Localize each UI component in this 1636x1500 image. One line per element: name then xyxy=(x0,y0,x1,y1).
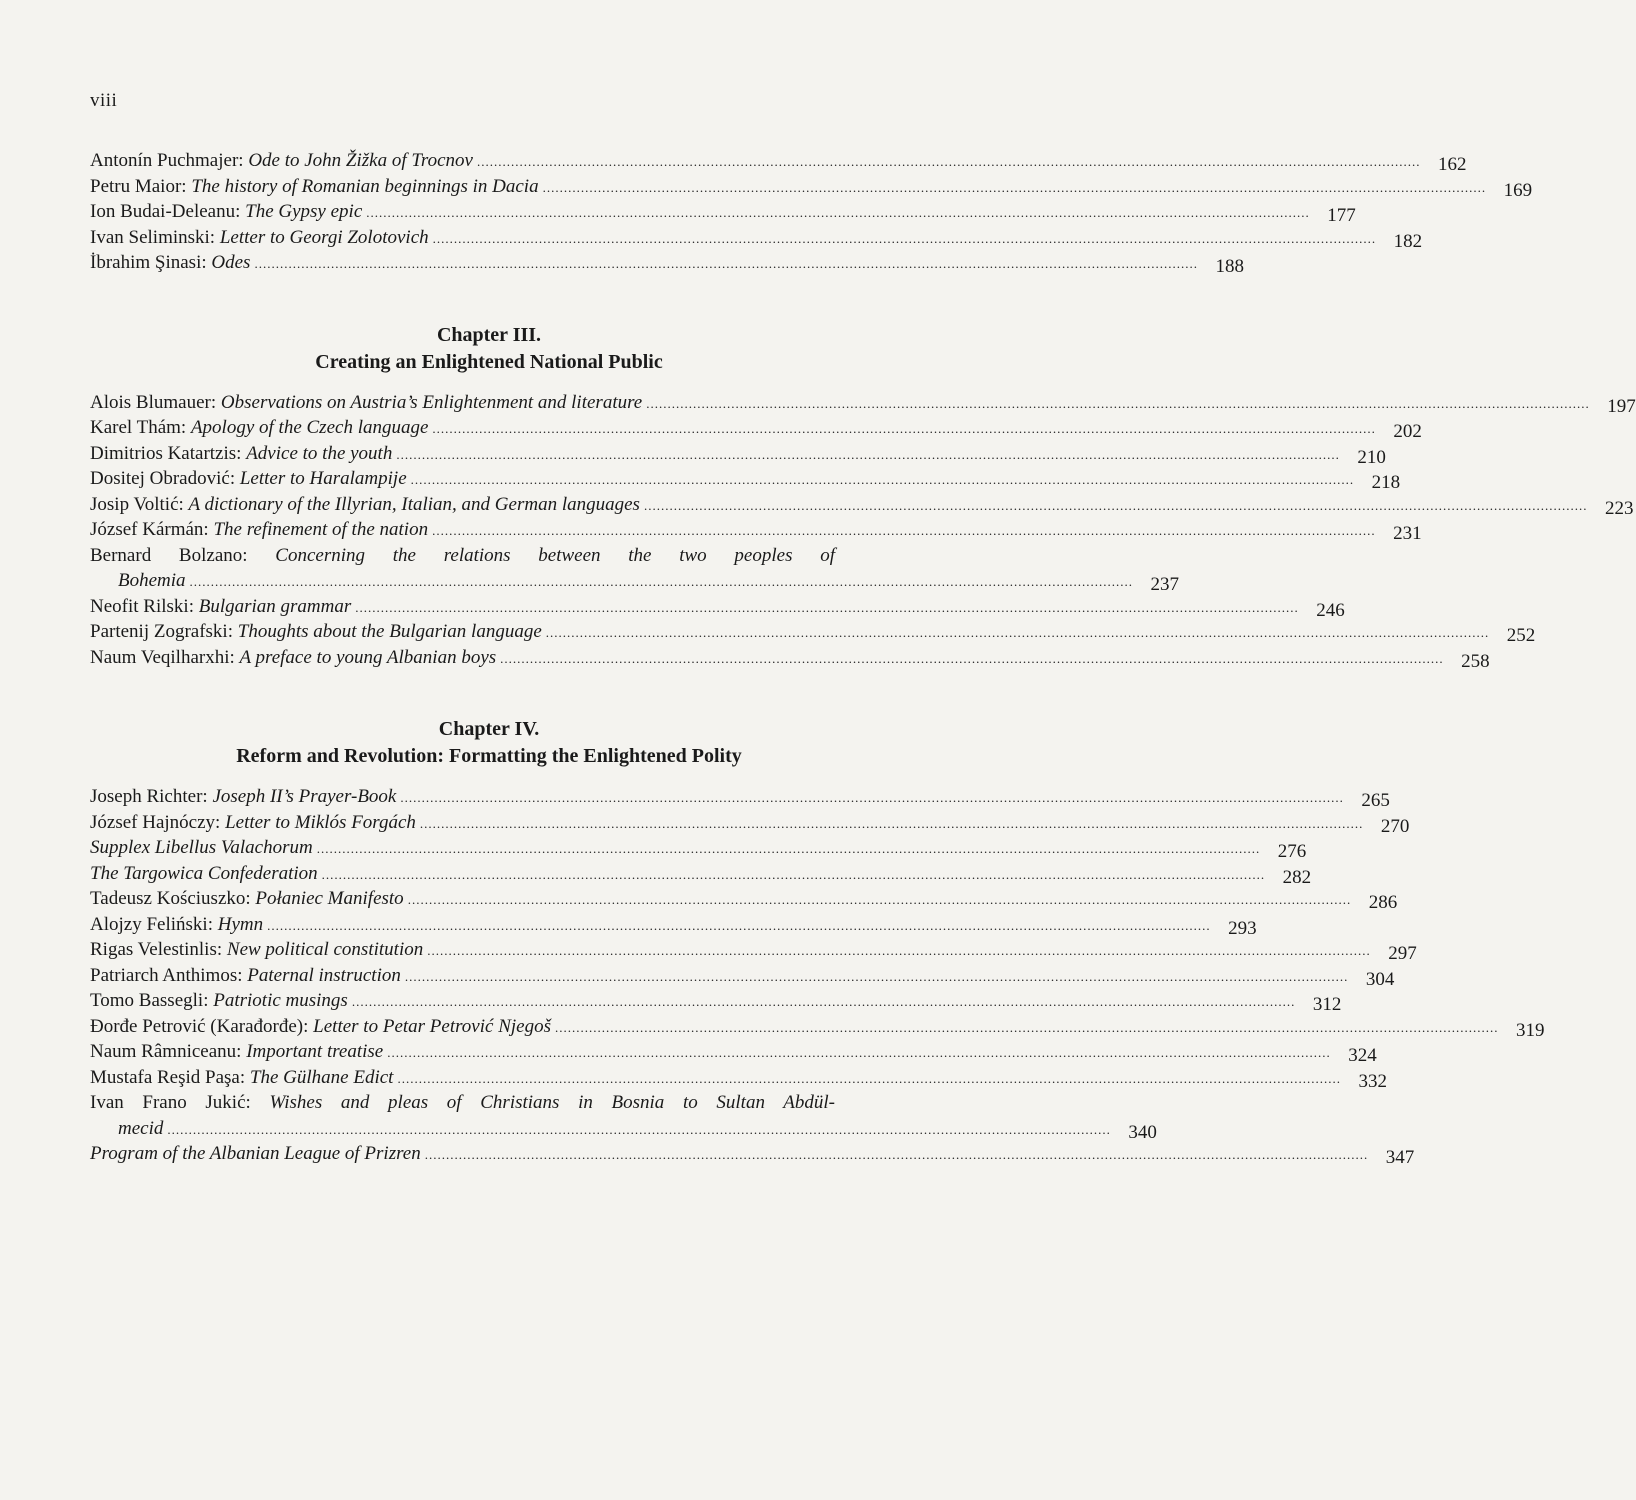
toc-section xyxy=(90,670,1545,1168)
dot-leader xyxy=(425,1142,1369,1168)
entry-author: Bernard Bolzano: xyxy=(90,544,276,566)
chapter-number: Chapter III. xyxy=(436,323,542,346)
toc-entry xyxy=(90,963,1395,990)
entry-page-number: 293 xyxy=(1228,917,1257,939)
chapter-title: Reform and Revolution: Formatting the Enlightened Polity xyxy=(236,745,742,767)
entry-title: Letter to Miklós Forgách xyxy=(225,811,416,833)
entry-author: Tomo Bassegli: xyxy=(90,990,214,1011)
toc-entry xyxy=(90,810,1410,837)
entry-page-number: 324 xyxy=(1348,1045,1377,1066)
toc-entry xyxy=(90,415,1422,442)
entry-title: The refinement of the nation xyxy=(213,519,429,540)
entry-title: Odes xyxy=(211,252,251,273)
dot-leader xyxy=(267,913,1211,939)
entry-page-number: 332 xyxy=(1358,1070,1387,1092)
entry-page-number: 246 xyxy=(1316,599,1345,621)
dot-leader xyxy=(355,595,1299,621)
entry-title: A preface to young Albanian boys xyxy=(239,646,497,668)
dot-leader xyxy=(543,175,1487,201)
toc-entry xyxy=(90,912,1257,939)
entry-author: Dimitrios Katartzis: xyxy=(90,442,247,464)
entry-page-number: 286 xyxy=(1368,892,1398,913)
toc-entry xyxy=(90,1141,1415,1168)
entry-title: Supplex Libellus Valachorum xyxy=(90,837,313,858)
dot-leader xyxy=(190,569,1134,595)
toc-entry xyxy=(90,619,1536,646)
entry-author: Patriarch Anthimos: xyxy=(90,964,248,986)
dot-leader xyxy=(397,1066,1341,1092)
toc-entry xyxy=(90,1014,1545,1041)
entry-author: József Kármán: xyxy=(90,519,214,540)
entry-page-number: 218 xyxy=(1371,472,1401,493)
entry-title: Advice to the youth xyxy=(246,442,393,464)
entry-page-number: 169 xyxy=(1503,179,1533,201)
toc-entry xyxy=(90,225,1423,252)
toc-entry xyxy=(90,517,1422,544)
entry-title: Joseph II’s Prayer-Book xyxy=(212,786,397,807)
toc-entry xyxy=(90,886,1398,913)
entry-page-number: 282 xyxy=(1282,866,1312,888)
entry-author: Naum Veqilharxhi: xyxy=(90,646,240,668)
toc-entry xyxy=(90,937,1417,964)
dot-leader xyxy=(433,226,1377,252)
toc-section xyxy=(90,148,1533,277)
toc-entry xyxy=(90,148,1467,175)
toc-entry xyxy=(90,441,1386,468)
entry-page-number: 319 xyxy=(1515,1019,1545,1041)
toc-entry xyxy=(90,543,1180,595)
entry-title-continued: Bohemia xyxy=(118,570,186,591)
entry-title: Paternal instruction xyxy=(247,964,401,986)
dot-leader xyxy=(387,1040,1331,1066)
entry-title: The Gypsy epic xyxy=(245,201,363,222)
toc-entry xyxy=(90,1090,1157,1143)
toc-entry xyxy=(90,492,1634,519)
entry-page-number: 312 xyxy=(1312,994,1342,1015)
dot-leader xyxy=(500,646,1444,672)
page-number: viii xyxy=(90,90,118,111)
entry-author: Partenij Zografski: xyxy=(90,621,238,642)
toc-entry xyxy=(90,784,1390,811)
entry-page-number: 297 xyxy=(1388,943,1417,964)
entry-page-number: 197 xyxy=(1607,395,1636,417)
toc-entry xyxy=(90,594,1345,621)
dot-leader xyxy=(555,1015,1499,1041)
entry-author: Karel Thám: xyxy=(90,417,191,438)
dot-leader xyxy=(644,493,1588,519)
entry-page-number: 202 xyxy=(1393,421,1422,442)
toc-entry xyxy=(90,390,1636,417)
entry-title: Połaniec Manifesto xyxy=(255,888,404,909)
dot-leader xyxy=(420,811,1364,837)
dot-leader xyxy=(432,518,1376,544)
entry-author: Alois Blumauer: xyxy=(90,391,221,413)
entry-title: Ode to John Žižka of Trocnov xyxy=(248,150,473,171)
dot-leader xyxy=(646,391,1590,417)
entry-title: A dictionary of the Illyrian, Italian, and German languages xyxy=(188,493,640,515)
entry-title: Bulgarian grammar xyxy=(198,595,352,617)
toc-entry xyxy=(90,988,1342,1015)
chapter-number: Chapter IV. xyxy=(438,718,540,740)
dot-leader xyxy=(317,836,1261,862)
entry-title: New political constitution xyxy=(226,939,424,960)
toc-entry xyxy=(90,174,1533,201)
entry-author: Dositej Obradović: xyxy=(90,468,240,489)
toc-entry xyxy=(90,199,1356,226)
entry-author: Naum Râmniceanu: xyxy=(90,1041,247,1062)
entry-page-number: 347 xyxy=(1385,1147,1415,1168)
toc-entry xyxy=(90,861,1312,888)
entry-title: Wishes and pleas of Christians in Bosnia to Sultan Abdül- xyxy=(269,1092,835,1113)
entry-author: Ivan Seliminski: xyxy=(90,226,220,248)
entry-author: Rigas Velestinlis: xyxy=(90,939,227,960)
dot-leader xyxy=(366,200,1310,226)
toc-entry xyxy=(90,645,1490,672)
dot-leader xyxy=(322,862,1266,888)
entry-page-number: 177 xyxy=(1327,205,1356,226)
toc-entry xyxy=(90,466,1401,493)
entry-page-number: 237 xyxy=(1150,574,1180,595)
entry-title: Program of the Albanian League of Prizren xyxy=(90,1143,421,1164)
dot-leader xyxy=(400,785,1344,811)
entry-author: Ivan Frano Jukić: xyxy=(90,1092,270,1113)
entry-title-continued: mecid xyxy=(118,1117,164,1139)
entry-author: Joseph Richter: xyxy=(90,786,213,807)
dot-leader xyxy=(167,1117,1111,1143)
entry-author: Alojzy Feliński: xyxy=(90,913,218,935)
entry-title: Concerning the relations between the two peoples of xyxy=(275,544,835,566)
entry-author: Josip Voltić: xyxy=(90,493,189,515)
entry-page-number: 162 xyxy=(1437,154,1467,175)
entry-title: The Targowica Confederation xyxy=(90,862,318,884)
entry-author: İbrahim Şinasi: xyxy=(90,252,212,273)
dot-leader xyxy=(477,149,1421,175)
entry-author: József Hajnóczy: xyxy=(90,811,226,833)
toc-entry xyxy=(90,835,1307,862)
entry-title: Letter to Petar Petrović Njegoš xyxy=(313,1015,551,1037)
dot-leader xyxy=(254,251,1198,277)
dot-leader xyxy=(408,887,1352,913)
table-of-contents xyxy=(90,148,1636,1168)
entry-title: Observations on Austria’s Enlightenment and literature xyxy=(220,391,643,413)
entry-page-number: 265 xyxy=(1361,790,1390,811)
entry-author: Ion Budai-Deleanu: xyxy=(90,201,246,222)
entry-page-number: 182 xyxy=(1393,230,1423,252)
entry-title: The Gülhane Edict xyxy=(249,1066,394,1088)
entry-author: Neofit Rilski: xyxy=(90,595,199,617)
toc-entry xyxy=(90,1065,1387,1092)
dot-leader xyxy=(352,989,1296,1015)
chapter-title: Creating an Enlightened National Public xyxy=(315,350,663,373)
entry-page-number: 270 xyxy=(1380,815,1410,837)
entry-author: Antonín Puchmajer: xyxy=(90,150,249,171)
toc-entry xyxy=(90,1039,1377,1066)
entry-page-number: 252 xyxy=(1506,625,1536,646)
dot-leader xyxy=(427,938,1371,964)
entry-title: Patriotic musings xyxy=(213,990,348,1011)
entry-page-number: 340 xyxy=(1128,1121,1157,1143)
entry-author: Tadeusz Kościuszko: xyxy=(90,888,256,909)
entry-title: Thoughts about the Bulgarian language xyxy=(237,621,542,642)
entry-page-number: 276 xyxy=(1277,841,1307,862)
entry-title: Letter to Georgi Zolotovich xyxy=(219,226,429,248)
entry-page-number: 210 xyxy=(1357,446,1386,468)
entry-title: The history of Romanian beginnings in Dacia xyxy=(191,175,539,197)
dot-leader xyxy=(411,467,1355,493)
dot-leader xyxy=(546,620,1490,646)
entry-page-number: 188 xyxy=(1215,256,1244,277)
dot-leader xyxy=(405,964,1349,990)
toc-section xyxy=(90,276,1636,672)
entry-title: Letter to Haralampije xyxy=(239,468,407,489)
toc-entry xyxy=(90,250,1244,277)
entry-page-number: 304 xyxy=(1365,968,1395,990)
entry-title: Apology of the Czech language xyxy=(190,417,429,438)
dot-leader xyxy=(396,442,1340,468)
entry-author: Đorđe Petrović (Karađorđe): xyxy=(90,1015,314,1037)
entry-page-number: 258 xyxy=(1461,650,1490,672)
entry-author: Petru Maior: xyxy=(90,175,192,197)
entry-title: Hymn xyxy=(217,913,264,935)
entry-page-number: 231 xyxy=(1393,523,1422,544)
entry-page-number: 223 xyxy=(1604,497,1634,519)
dot-leader xyxy=(432,416,1376,442)
entry-title: Important treatise xyxy=(246,1041,384,1062)
entry-author: Mustafa Reşid Paşa: xyxy=(90,1066,250,1088)
